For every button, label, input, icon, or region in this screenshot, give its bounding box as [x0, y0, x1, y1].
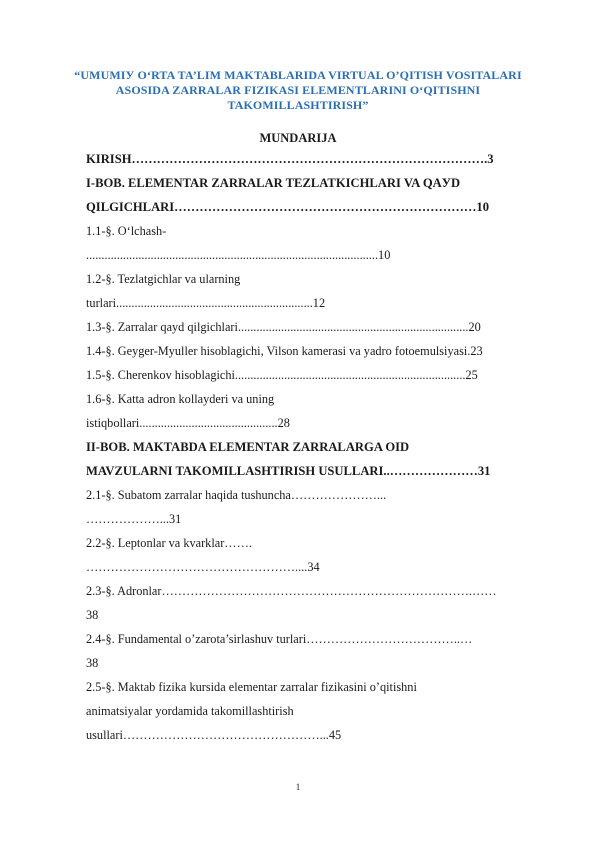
toc-line: usullari…………………………………………...45 [86, 728, 342, 742]
toc-line: 1.5-§. Cherenkov hisoblagichi...........................................................................25 [86, 368, 478, 382]
toc-line: istiqbollari.............................................28 [86, 416, 290, 430]
toc-line: II-BOB. MAKTABDA ELEMENTAR ZARRALARGA OID [86, 440, 410, 454]
toc-line: 2.5-§. Maktab fizika kursida elementar zarralar fizikasini o’qitishni [86, 680, 417, 694]
toc-line: MAVZULARNI TAKOMILLASHTIRISH USULLARI..…………………31 [86, 464, 491, 478]
toc-line: 1.6-§. Katta adron kollayderi va uning [86, 392, 275, 406]
page-number: 1 [295, 782, 301, 792]
toc-line: ………………...31 [86, 512, 182, 526]
toc-line: 2.2-§. Leptonlar va kvarklar……. [86, 536, 252, 550]
toc-line: QILGICHLARI………………………………………………………………10 [86, 200, 490, 214]
toc-line: 2.3-§. Adronlar………………………………………………………………….…… [86, 584, 497, 598]
toc-line: animatsiyalar yordamida takomillashtirish [86, 704, 294, 718]
toc-line: ...............................................................................................10 [86, 248, 391, 262]
toc-line: 2.4-§. Fundamental o’zarota’sirlashuv turlari………………………………..… [86, 632, 473, 646]
toc-line: 2.1-§. Subatom zarralar haqida tushuncha…………………... [86, 488, 387, 502]
toc-line: turlari................................................................12 [86, 296, 326, 310]
toc-line: 1.3-§. Zarralar qayd qilgichlari...........................................................................20 [86, 320, 481, 334]
toc-line: I-BOB. ELEMENTAR ZARRALAR TEZLATKICHLARI VA QAУD [86, 176, 461, 190]
toc-line: 38 [86, 656, 99, 670]
toc-line: ……………………………………………....34 [86, 560, 320, 574]
toc-line: 38 [86, 608, 99, 622]
toc-line: 1.2-§. Tezlatgichlar va ularning [86, 272, 241, 286]
document-title: “UMUMIУ O‘RTA TA’LIM MAKTABLARIDA VIRTUAL O’QITISH VOSITALARI ASOSIDA ZARRALAR FIZIKASI ELEMENTLARINI O‘QITISHNI TAKOMILLASHTIRISH” [74, 68, 522, 112]
toc-line: 1.4-§. Geyger-Myuller hisoblagichi, Vilson kamerasi va yadro fotoemulsiyasi.23 [86, 344, 483, 358]
table-of-contents [86, 147, 544, 747]
toc-line: 1.1-§. O‘lchash- [86, 224, 167, 238]
toc-line: KIRISH………………………………………………………………………….3 [86, 152, 494, 166]
contents-heading: MUNDARIJA [259, 131, 337, 145]
